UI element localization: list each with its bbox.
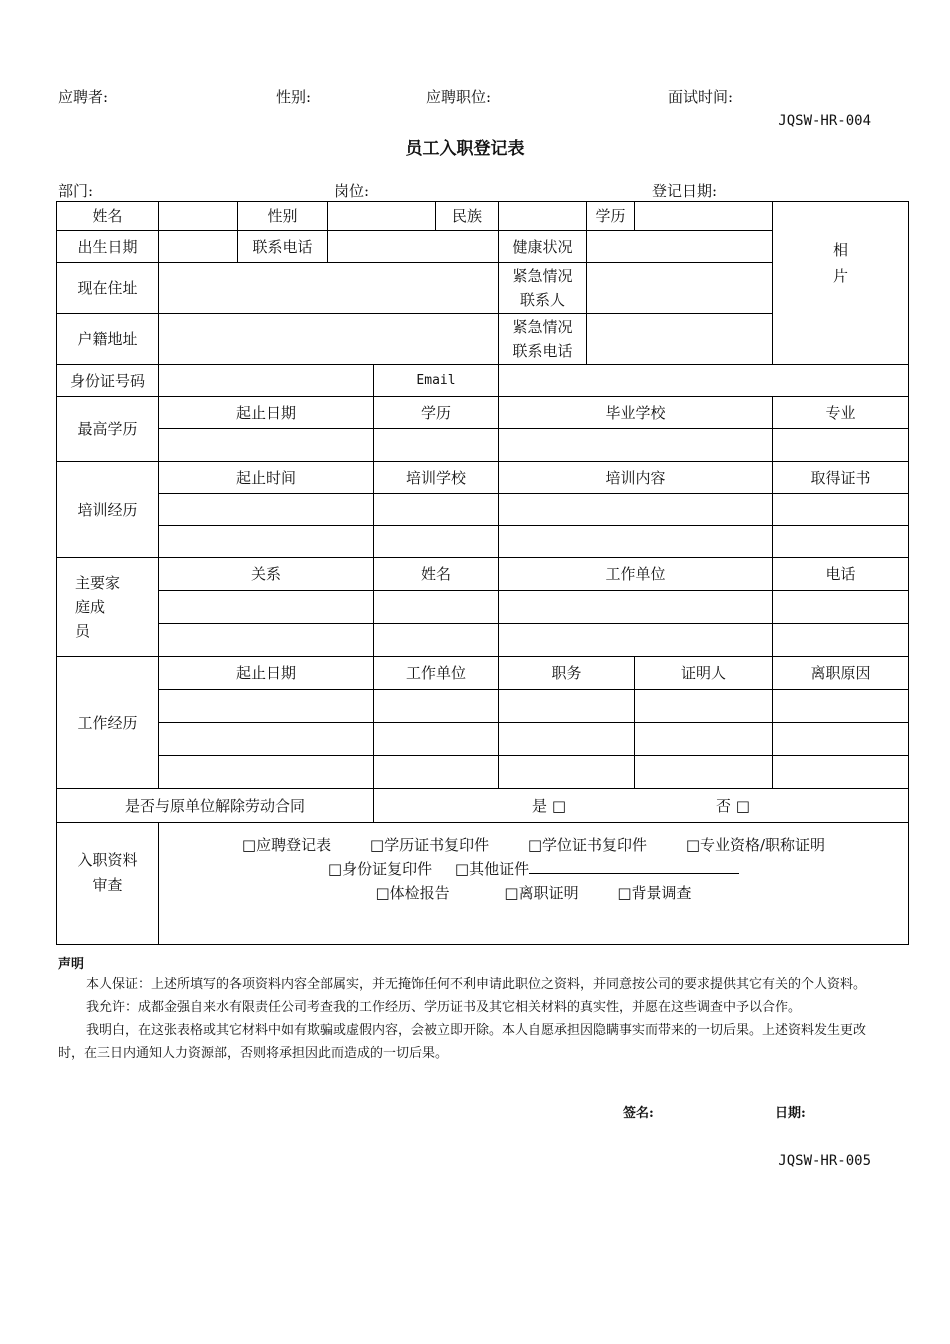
family-header-phone: 电话 [773,558,909,591]
declaration-p1: 本人保证：上述所填写的各项资料内容全部属实，并无掩饰任何不利申请此职位之资料，并同意按公司的要求提供其它有关的个人资料。 [86,977,867,992]
training-content-cell[interactable] [499,526,773,558]
gender-cell[interactable] [328,202,436,231]
review-checklist [159,823,909,945]
photo-label-1: 相 [832,241,848,259]
checkbox-other-documents[interactable]: □其他证件 [454,860,530,878]
review-label-2: 审查 [92,875,123,894]
work-employer-cell[interactable] [374,756,499,789]
contract-options [374,789,909,823]
name-cell[interactable] [159,202,238,231]
interview-time-label: 面试时间: [668,88,734,106]
work-reference-cell[interactable] [635,690,773,723]
ethnicity-label: 民族 [436,202,499,231]
birth-label: 出生日期 [57,231,159,263]
family-name-cell[interactable] [374,591,499,624]
address-label: 现在住址 [57,263,159,314]
email-cell[interactable] [499,365,909,397]
family-relation-cell[interactable] [159,591,374,624]
family-header-relation: 关系 [159,558,374,591]
signature-label: 签名: [623,1106,654,1121]
edu-header-degree: 学历 [374,397,499,429]
family-phone-cell[interactable] [773,591,909,624]
page-title: 员工入职登记表 [405,139,525,159]
work-header-title: 职务 [499,657,635,690]
work-reference-cell[interactable] [635,756,773,789]
family-employer-cell[interactable] [499,624,773,657]
birth-cell[interactable] [159,231,238,263]
checkbox-qualification-proof[interactable]: □专业资格/职称证明 [685,836,826,854]
training-school-cell[interactable] [374,526,499,558]
family-header-name: 姓名 [374,558,499,591]
emergency-contact-cell[interactable] [587,263,773,314]
work-employer-cell[interactable] [374,690,499,723]
training-content-cell[interactable] [499,494,773,526]
family-label-2: 庭成 [75,598,106,616]
checkbox-id-copy[interactable]: □身份证复印件 [327,860,433,878]
edu-label: 最高学历 [57,397,159,462]
family-name-cell[interactable] [374,624,499,657]
date-label: 日期: [775,1106,806,1121]
work-title-cell[interactable] [499,690,635,723]
edu-header-major: 专业 [773,397,909,429]
work-reference-cell[interactable] [635,723,773,756]
family-label-3: 员 [75,622,91,640]
contract-no-checkbox[interactable]: 否 □ [716,796,750,815]
name-label: 姓名 [57,202,159,231]
emergency-phone-cell[interactable] [587,314,773,365]
education-label: 学历 [587,202,635,231]
gender-label: 性别: [276,88,312,106]
checkbox-background-check[interactable]: □背景调查 [617,884,692,902]
declaration-heading: 声明 [58,957,85,972]
family-relation-cell[interactable] [159,624,374,657]
checkbox-diploma-copy[interactable]: □学历证书复印件 [369,836,490,854]
emergency-phone-label [499,314,587,365]
emergency-contact-label-2: 联系人 [519,291,565,309]
health-cell[interactable] [587,231,773,263]
checkbox-separation-proof[interactable]: □离职证明 [504,884,579,902]
email-label: Email [374,365,499,397]
family-label-1: 主要家 [75,574,121,592]
declaration-p2: 我允许：成都金强自来水有限责任公司考查我的工作经历、学历证书及其它相关材料的真实性，并愿在这些调查中予以合作。 [86,1000,802,1015]
dept-label: 部门: [58,182,94,200]
work-header-employer: 工作单位 [374,657,499,690]
work-header-reason: 离职原因 [773,657,909,690]
hukou-cell[interactable] [159,314,499,365]
family-label [57,558,159,657]
work-header-dates: 起止日期 [159,657,374,690]
photo-box[interactable] [773,202,909,365]
training-header-content: 培训内容 [499,462,773,494]
review-label-1: 入职资料 [77,850,138,869]
edu-dates-cell[interactable] [159,429,374,462]
work-dates-cell[interactable] [159,690,374,723]
family-employer-cell[interactable] [499,591,773,624]
ethnicity-cell[interactable] [499,202,587,231]
gender-label: 性别 [238,202,328,231]
training-time-cell[interactable] [159,494,374,526]
edu-degree-cell[interactable] [374,429,499,462]
checkbox-medical-report[interactable]: □体检报告 [375,884,450,902]
position-label: 应聘职位: [426,88,492,106]
family-header-employer: 工作单位 [499,558,773,591]
training-cert-cell[interactable] [773,494,909,526]
training-cert-cell[interactable] [773,526,909,558]
work-employer-cell[interactable] [374,723,499,756]
work-dates-cell[interactable] [159,756,374,789]
edu-school-cell[interactable] [499,429,773,462]
hukou-label: 户籍地址 [57,314,159,365]
photo-label-2: 片 [832,267,848,285]
training-header-cert: 取得证书 [773,462,909,494]
contract-yes-checkbox[interactable]: 是 □ [532,796,566,815]
edu-header-dates: 起止日期 [159,397,374,429]
contract-label: 是否与原单位解除劳动合同 [57,789,374,823]
work-title-cell[interactable] [499,756,635,789]
emergency-contact-label [499,263,587,314]
reg-date-label: 登记日期: [652,182,718,200]
work-reason-cell[interactable] [773,756,909,789]
checkbox-application-form[interactable]: □应聘登记表 [241,836,332,854]
health-label: 健康状况 [499,231,587,263]
edu-header-school: 毕业学校 [499,397,773,429]
work-reason-cell[interactable] [773,690,909,723]
training-header-school: 培训学校 [374,462,499,494]
post-label: 岗位: [334,182,370,200]
training-header-time: 起止时间 [159,462,374,494]
applicant-label: 应聘者: [58,88,109,106]
address-cell[interactable] [159,263,499,314]
family-phone-cell[interactable] [773,624,909,657]
declaration-p3: 我明白，在这张表格或其它材料中如有欺骗或虚假内容，会被立即开除。本人自愿承担因隐瞒事实而带来的一切后果。上述资料发生更改时，在三日内通知人力资源部，否则将承担因此而造成的一切后果。 [58,1023,867,1061]
education-cell[interactable] [635,202,773,231]
work-title-cell[interactable] [499,723,635,756]
form-code-top: JQSW-HR-004 [778,113,871,129]
work-reason-cell[interactable] [773,723,909,756]
emergency-phone-label-2: 联系电话 [512,342,573,360]
work-header-reference: 证明人 [635,657,773,690]
checkbox-degree-copy[interactable]: □学位证书复印件 [527,836,648,854]
id-cell[interactable] [159,365,374,397]
training-time-cell[interactable] [159,526,374,558]
review-label [57,823,159,945]
other-documents-line[interactable] [529,859,739,874]
work-dates-cell[interactable] [159,723,374,756]
emergency-contact-label-1: 紧急情况 [512,267,573,285]
declaration-body [58,973,874,1065]
registration-table [56,201,909,945]
form-code-bottom: JQSW-HR-005 [778,1153,871,1169]
training-label: 培训经历 [57,462,159,558]
emergency-phone-label-1: 紧急情况 [512,318,573,336]
phone-cell[interactable] [328,231,499,263]
training-school-cell[interactable] [374,494,499,526]
work-label: 工作经历 [57,657,159,789]
edu-major-cell[interactable] [773,429,909,462]
id-label: 身份证号码 [57,365,159,397]
phone-label: 联系电话 [238,231,328,263]
